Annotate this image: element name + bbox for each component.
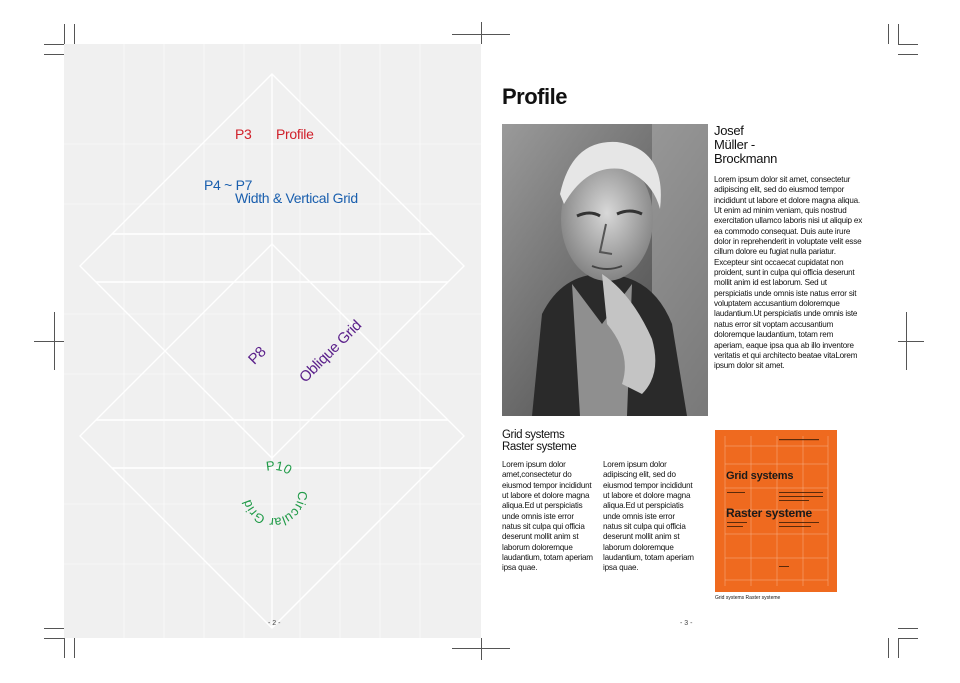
crop-mark — [888, 638, 889, 658]
toc-circular-grid[interactable] — [224, 444, 324, 544]
poster-title-2: Raster systeme — [726, 506, 812, 520]
poster-title-1: Grid systems — [726, 470, 794, 482]
text-column-2: Lorem ipsum dolor adipiscing elit, sed do eiusmod tempor incididunt ut labore et dolore magna aliqua.Ed ut perspiciatis unde omnis iste error natus sit culpa qui officia deserunt mollit anim st laborum doloremque laudantium, totam aperiam ipsa quae. — [603, 460, 694, 573]
crop-mark — [64, 638, 65, 658]
crop-mark — [44, 638, 64, 639]
text-column-1: Lorem ipsum dolor amet,consectetur do eiusmod tempor incididunt ut labore et dolore magna aliqua.Ed ut perspiciatis unde omnis iste error natus sit culpa qui officia deserunt mollit anim st laborum doloremque laudantium, totam aperiam ipsa quae. — [502, 460, 593, 573]
name-line: Müller - — [714, 137, 755, 152]
name-line: Brockmann — [714, 151, 778, 166]
oblique-grid-lines — [64, 44, 481, 638]
heading-line: Raster systeme — [502, 441, 577, 453]
contents-page — [64, 44, 481, 638]
crop-mark — [898, 54, 918, 55]
side-mark — [906, 312, 907, 370]
center-mark — [481, 22, 482, 44]
side-mark — [898, 341, 924, 342]
crop-mark — [898, 638, 918, 639]
crop-mark — [74, 638, 75, 658]
toc-title-width-grid[interactable]: Width & Vertical Grid — [235, 190, 358, 206]
crop-mark — [898, 628, 918, 629]
poster-caption: Grid systems Raster systeme — [715, 595, 781, 601]
crop-mark — [64, 24, 65, 44]
page-title: Profile — [502, 84, 567, 109]
toc-page-profile[interactable]: P3 — [235, 126, 252, 142]
crop-mark — [898, 638, 899, 658]
crop-mark — [44, 44, 64, 45]
grid-systems-heading — [502, 429, 576, 453]
toc-page-oblique-grid[interactable]: P8 — [245, 343, 270, 369]
crop-mark — [898, 44, 918, 45]
center-mark — [481, 638, 482, 660]
crop-mark — [44, 54, 64, 55]
crop-mark — [74, 24, 75, 44]
heading-line: Grid systems — [502, 429, 565, 441]
portrait-photo — [502, 124, 708, 416]
side-mark — [54, 312, 55, 370]
page-number-left: - 2 - — [268, 620, 281, 627]
name-line: Josef — [714, 123, 744, 138]
portrait-illustration — [502, 124, 708, 416]
toc-title-oblique-grid[interactable]: Oblique Grid — [296, 317, 366, 387]
person-name — [714, 124, 777, 166]
poster-image — [715, 430, 837, 592]
page-number-right: - 3 - — [680, 620, 693, 627]
crop-mark — [44, 628, 64, 629]
profile-page — [481, 44, 898, 638]
biography-text: Lorem ipsum dolor sit amet, consectetur adipiscing elit, sed do eiusmod tempor incididunt ut labore et dolore magna aliqua. Ut enim ad minim veniam, quis nostrud exercitation ullamco laboris nisi ut aliquip ex ea commodo consequat. Duis aute irure dolor in reprehenderit in voluptate velit esse cillum dolore eu fugiat nulla pariatur. Excepteur sint occaecat cupidatat non proident, sunt in culpa qui officia deserunt mollit anim id est laborum. Sed ut perspiciatis unde omnis iste natus error sit voluptatem accusantium doloremque laudantium.Ut perspiciatis unde omnis iste natus error sit voptam accusantium doloremque laudantium, totam rem aperiam, eaque ipsa qua ab illo inventore veritatis et qui architecto beatae vitaLorem ipsum dolor sit amet. — [714, 175, 863, 371]
toc-title-profile[interactable]: Profile — [276, 126, 314, 142]
crop-mark — [888, 24, 889, 44]
side-mark — [34, 341, 64, 342]
crop-mark — [898, 24, 899, 44]
toc-page-circular-grid: P10 — [265, 457, 295, 478]
toc-title-circular-grid: Circular Grid — [238, 490, 311, 531]
toc-page-width-grid[interactable]: P4 ~ P7 — [204, 177, 253, 193]
